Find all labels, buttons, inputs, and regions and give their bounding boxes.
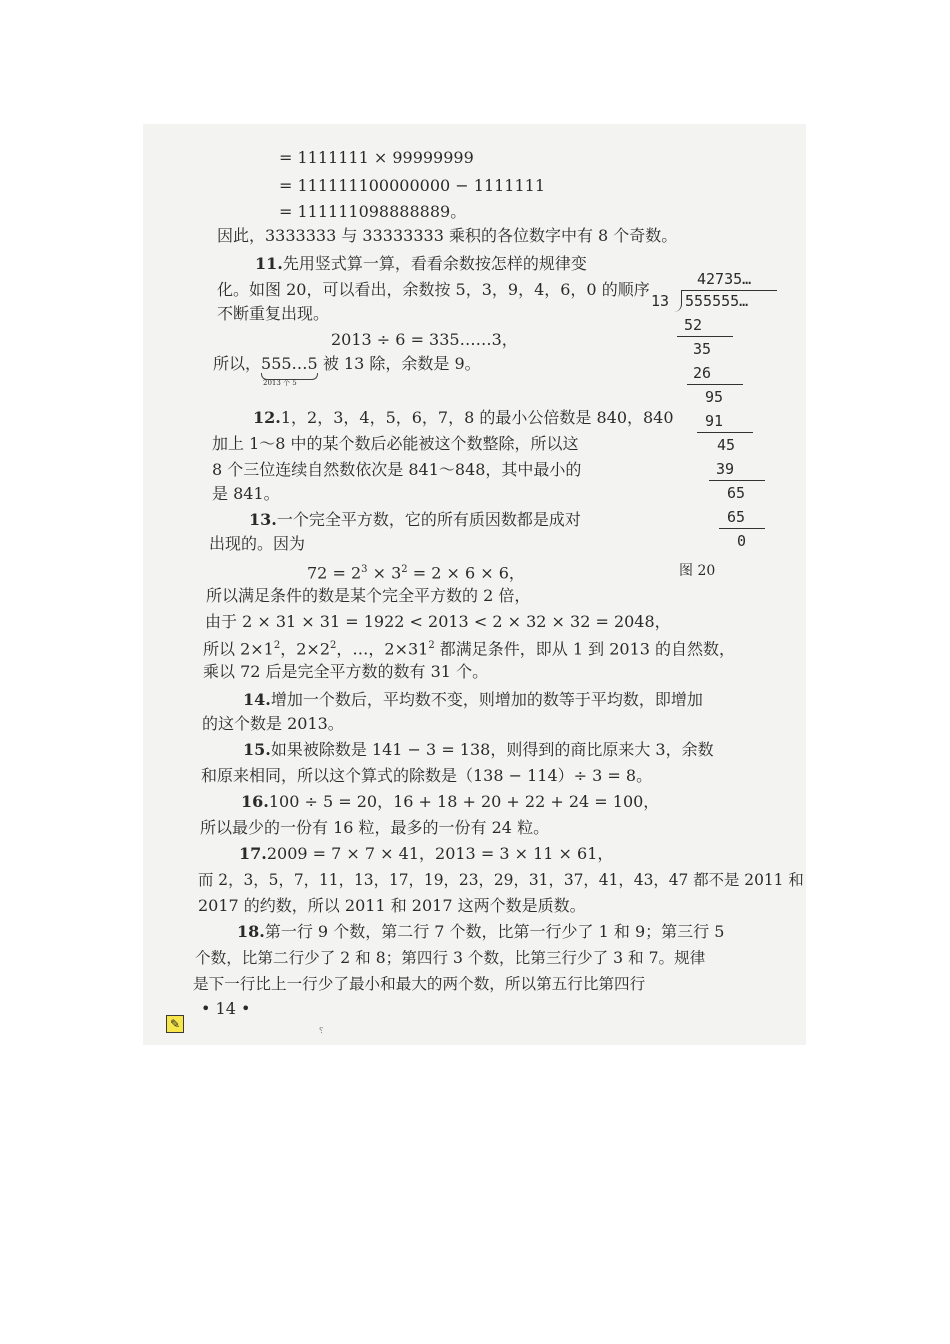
pencil-page-icon: ✎ (166, 1015, 184, 1033)
step-line (677, 336, 733, 337)
text-line: 由于 2 × 31 × 31 = 1922 < 2013 < 2 × 32 × 32 = 2048， (205, 612, 671, 631)
text-line: 的这个数是 2013。 (202, 714, 344, 733)
text-line: 而 2，3，5，7，11，13，17，19，23，29，31，37，41，43，47 都不是 2011 和 (198, 871, 804, 889)
question-12-line: 12.1，2，3，4，5，6，7，8 的最小公倍数是 840，840 (253, 408, 674, 427)
text-line: 所以，555…5 2013 个 5 被 13 除，余数是 9。 (213, 354, 481, 387)
scanned-page (143, 124, 806, 1045)
text-line: 2017 的约数，所以 2011 和 2017 这两个数是质数。 (198, 896, 586, 915)
question-number: 14. (243, 690, 271, 709)
step-line (709, 480, 765, 481)
step: 39 (716, 460, 735, 478)
page-number: • 14 • (201, 999, 251, 1018)
text-line: 和原来相同，所以这个算式的除数是（138 − 114）÷ 3 = 8。 (201, 766, 653, 785)
text-line: 所以满足条件的数是某个完全平方数的 2 倍， (206, 586, 531, 605)
question-number: 11. (255, 254, 283, 273)
question-number: 13. (249, 510, 277, 529)
question-17-line: 17.2009 = 7 × 7 × 41，2013 = 3 × 11 × 61， (239, 844, 614, 863)
text-line: 化。如图 20，可以看出，余数按 5，3，9，4，6，0 的顺序 (217, 280, 650, 299)
text-line: 加上 1～8 中的某个数后必能被这个数整除，所以这 (212, 434, 579, 453)
text-line: 个数，比第二行少了 2 和 8；第四行 3 个数，比第三行少了 3 和 7。规律 (195, 949, 706, 967)
step-line (697, 432, 753, 433)
text-line: 8 个三位连续自然数依次是 841～848，其中最小的 (212, 460, 582, 479)
question-18-line: 18.第一行 9 个数，第二行 7 个数，比第一行少了 1 和 9；第三行 5 (237, 922, 725, 941)
text-line: 是下一行比上一行少了最小和最大的两个数，所以第五行比第四行 (193, 975, 646, 993)
division-bar (681, 290, 777, 291)
text-line: 是 841。 (212, 484, 280, 503)
text-line: = 111111098888889。 (279, 202, 467, 221)
text-line: 所以 $2\times 1^2$，$2\times 2^2$，…，$2\times 31^2$ 都满足条件，即从 1 到 2013 的自然数， (203, 639, 736, 659)
step: 45 (717, 436, 736, 454)
divisor: 13 (651, 292, 670, 310)
figure-label: 图 20 (679, 563, 716, 579)
step: 65 (727, 484, 746, 502)
text-line: 出现的。因为 (209, 534, 306, 553)
question-number: 15. (243, 740, 271, 759)
division-bracket (673, 290, 682, 312)
step: 35 (693, 340, 712, 358)
question-number: 18. (237, 922, 265, 941)
scan-mark: ⸮ (319, 1026, 324, 1035)
question-15-line: 15.如果被除数是 141 − 3 = 138，则得到的商比原来大 3，余数 (243, 740, 714, 759)
step: 95 (705, 388, 724, 406)
question-16-line: 16.100 ÷ 5 = 20，16 + 18 + 20 + 22 + 24 = 100， (241, 792, 660, 811)
text-line: 因此，3333333 与 33333333 乘积的各位数字中有 8 个奇数。 (217, 226, 678, 245)
step: 0 (737, 532, 747, 550)
step-line (719, 528, 765, 529)
step: 65 (727, 508, 746, 526)
text-line: 所以最少的一份有 16 粒，最多的一份有 24 粒。 (200, 818, 550, 837)
text-line: 乘以 72 后是完全平方数的数有 31 个。 (203, 662, 489, 681)
step: 91 (705, 412, 724, 430)
dividend: 555555… (685, 292, 749, 310)
equation-line: $72 = 2^3 \times 3^2 = 2 \times 6 \times 6$， (307, 563, 525, 583)
question-number: 17. (239, 844, 267, 863)
text-line: = 111111100000000 − 1111111 (279, 176, 546, 195)
text-line: 不断重复出现。 (217, 304, 330, 323)
question-14-line: 14.增加一个数后，平均数不变，则增加的数等于平均数，即增加 (243, 690, 703, 709)
underbraced-number: 555…5 2013 个 5 (261, 354, 318, 387)
step: 26 (693, 364, 712, 382)
question-13-line: 13.一个完全平方数，它的所有质因数都是成对 (249, 510, 581, 529)
question-11-line: 11.先用竖式算一算，看看余数按怎样的规律变 (255, 254, 587, 273)
step-line (687, 384, 743, 385)
text-line: = 1111111 × 99999999 (279, 148, 474, 167)
quotient: 42735… (697, 270, 752, 288)
equation-line: 2013 ÷ 6 = 335……3， (331, 330, 518, 349)
step: 52 (684, 316, 703, 334)
brace-note: 2013 个 5 (263, 379, 297, 387)
question-number: 16. (241, 792, 269, 811)
question-number: 12. (253, 408, 281, 427)
